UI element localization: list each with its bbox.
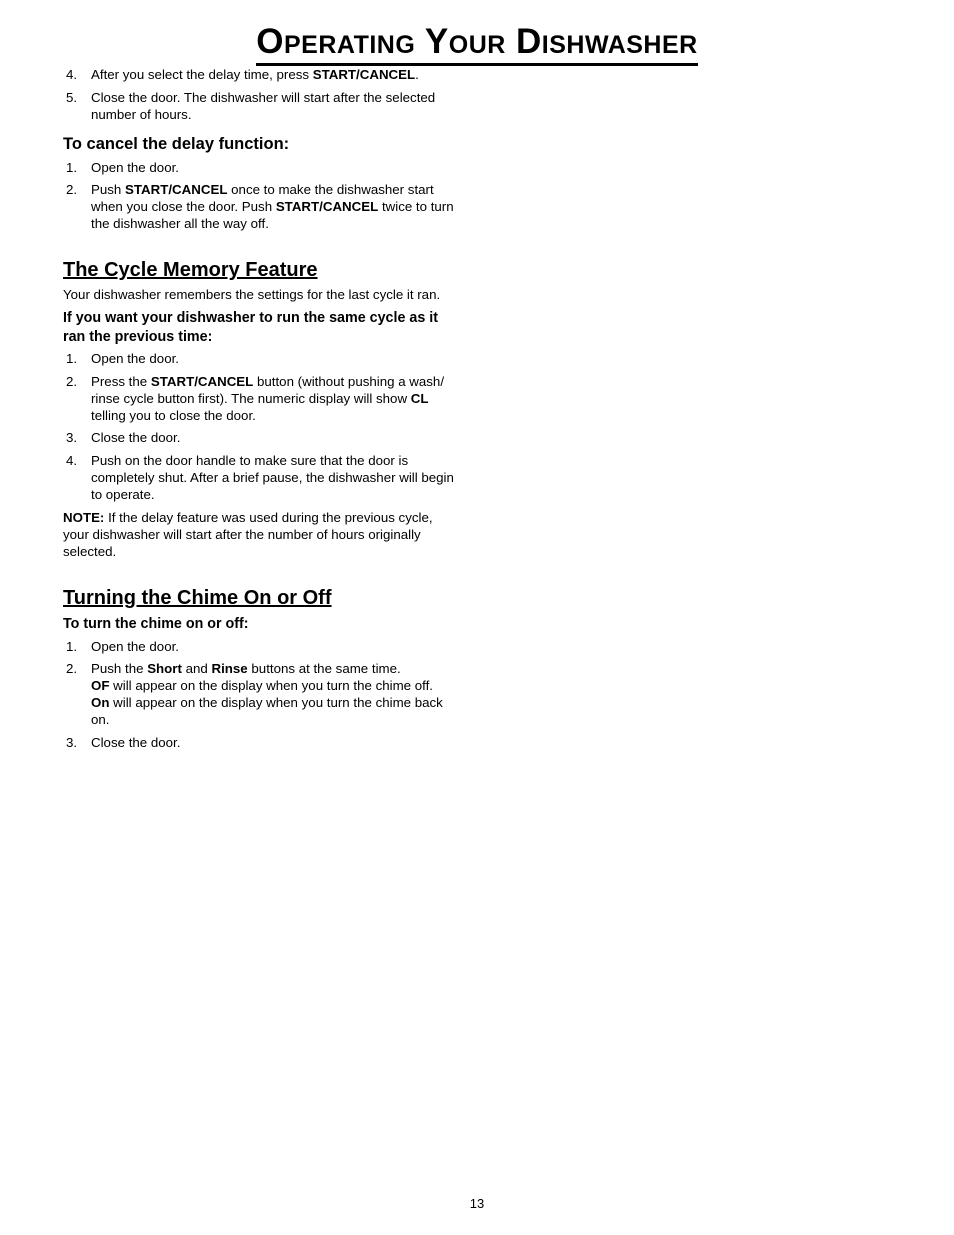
cycle-memory-note: NOTE: If the delay feature was used during the previous cycle, your dishwasher will start after the number of hours originally selected. bbox=[63, 509, 433, 559]
list-item: 2. Push the Short and Rinse buttons at the same time. OF will appear on the display when you turn the chime off. On will appear on the display when you turn the chime back on. bbox=[66, 661, 443, 727]
cancel-steps-list bbox=[63, 159, 483, 233]
list-item: 4. After you select the delay time, press START/CANCEL. bbox=[66, 67, 419, 82]
page-number: 13 bbox=[469, 1196, 485, 1211]
list-item: 1. Open the door. bbox=[66, 159, 179, 175]
chime-heading: Turning the Chime On or Off bbox=[63, 586, 332, 609]
list-item: 4. Push on the door handle to make sure that the door is completely shut. After a brief pause, the dishwasher will begin to operate. bbox=[66, 452, 454, 502]
list-item: 2. Push START/CANCEL once to make the dishwasher start when you close the door. Push START/CANCEL twice to turn the dishwasher all the way off. bbox=[66, 182, 454, 231]
cycle-memory-intro: Your dishwasher remembers the settings for the last cycle it ran. bbox=[63, 287, 441, 302]
cancel-delay-heading: To cancel the delay function: bbox=[63, 134, 290, 153]
list-item: 5. Close the door. The dishwasher will start after the selected number of hours. bbox=[66, 89, 436, 122]
page-title: Operating Your Dishwasher bbox=[0, 18, 954, 66]
delay-steps-list bbox=[63, 66, 483, 123]
main-column bbox=[63, 66, 483, 756]
chime-steps-list bbox=[63, 638, 483, 751]
list-item: 1. Open the door. bbox=[66, 638, 179, 654]
list-item: 3. Close the door. bbox=[66, 430, 181, 445]
cycle-memory-instruction: If you want your dishwasher to run the same cycle as it ran the previous time: bbox=[63, 310, 439, 345]
cycle-memory-heading: The Cycle Memory Feature bbox=[63, 259, 318, 281]
list-item: 1. Open the door. bbox=[66, 351, 179, 366]
chime-subheading: To turn the chime on or off: bbox=[63, 615, 249, 632]
list-item: 2. Press the START/CANCEL button (without pushing a wash/ rinse cycle button first). The numeric display will show CL telling you to close the door. bbox=[66, 373, 445, 423]
list-item: 3. Close the door. bbox=[66, 734, 181, 750]
cycle-memory-steps-list bbox=[63, 350, 483, 503]
